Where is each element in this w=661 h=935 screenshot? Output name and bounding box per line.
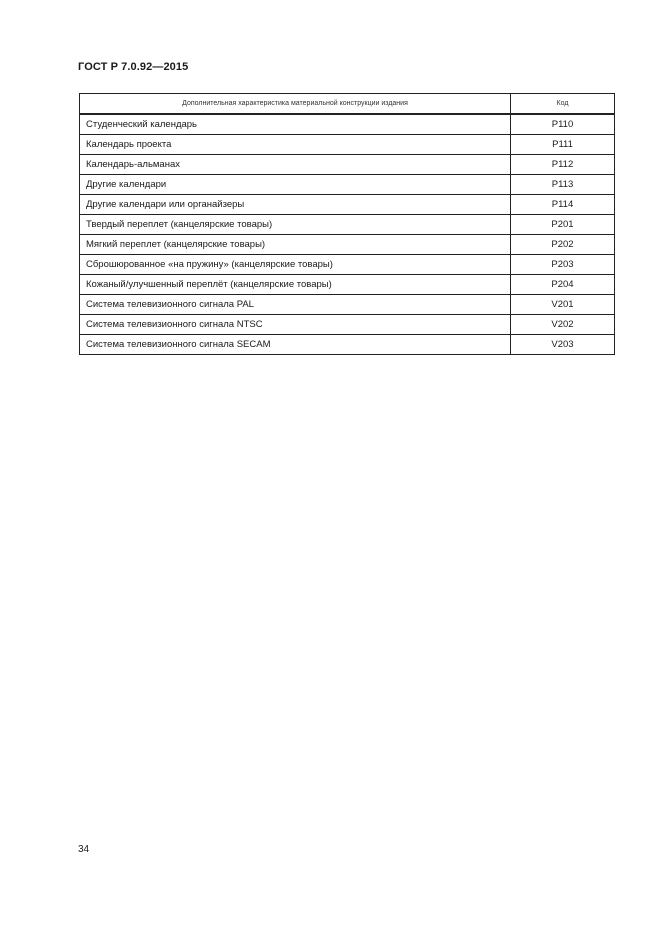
- table-row: [80, 315, 615, 335]
- table-row: [80, 195, 615, 215]
- row-code: V203: [511, 335, 615, 355]
- row-description: Календарь-альманах: [80, 155, 511, 175]
- row-code: P110: [511, 114, 615, 135]
- row-code: P202: [511, 235, 615, 255]
- table-row: [80, 135, 615, 155]
- table-row: [80, 275, 615, 295]
- row-description: Система телевизионного сигнала PAL: [80, 295, 511, 315]
- table-header-row: [80, 94, 615, 115]
- row-code: P112: [511, 155, 615, 175]
- material-characteristics-table: [79, 93, 615, 355]
- row-description: Сброшюрованное «на пружину» (канцелярские товары): [80, 255, 511, 275]
- row-code: V202: [511, 315, 615, 335]
- table-row: [80, 295, 615, 315]
- row-code: P111: [511, 135, 615, 155]
- column-header-code: Код: [511, 94, 615, 115]
- row-description: Студенческий календарь: [80, 114, 511, 135]
- table-row: [80, 155, 615, 175]
- row-description: Другие календари: [80, 175, 511, 195]
- row-description: Система телевизионного сигнала SECAM: [80, 335, 511, 355]
- row-code: P114: [511, 195, 615, 215]
- row-description: Мягкий переплет (канцелярские товары): [80, 235, 511, 255]
- table-row: [80, 255, 615, 275]
- column-header-description: Дополнительная характеристика материальной конструкции издания: [80, 94, 511, 115]
- row-code: V201: [511, 295, 615, 315]
- row-code: P204: [511, 275, 615, 295]
- table-body: [80, 114, 615, 355]
- row-code: P113: [511, 175, 615, 195]
- table-row: [80, 335, 615, 355]
- page-number: 34: [78, 844, 90, 855]
- row-description: Твердый переплет (канцелярские товары): [80, 215, 511, 235]
- row-code: P203: [511, 255, 615, 275]
- table-row: [80, 235, 615, 255]
- row-description: Система телевизионного сигнала NTSC: [80, 315, 511, 335]
- table-row: [80, 114, 615, 135]
- standard-title: ГОСТ Р 7.0.92—2015: [78, 61, 189, 73]
- row-description: Другие календари или органайзеры: [80, 195, 511, 215]
- row-code: P201: [511, 215, 615, 235]
- row-description: Кожаный/улучшенный переплёт (канцелярские товары): [80, 275, 511, 295]
- row-description: Календарь проекта: [80, 135, 511, 155]
- table-row: [80, 175, 615, 195]
- table-row: [80, 215, 615, 235]
